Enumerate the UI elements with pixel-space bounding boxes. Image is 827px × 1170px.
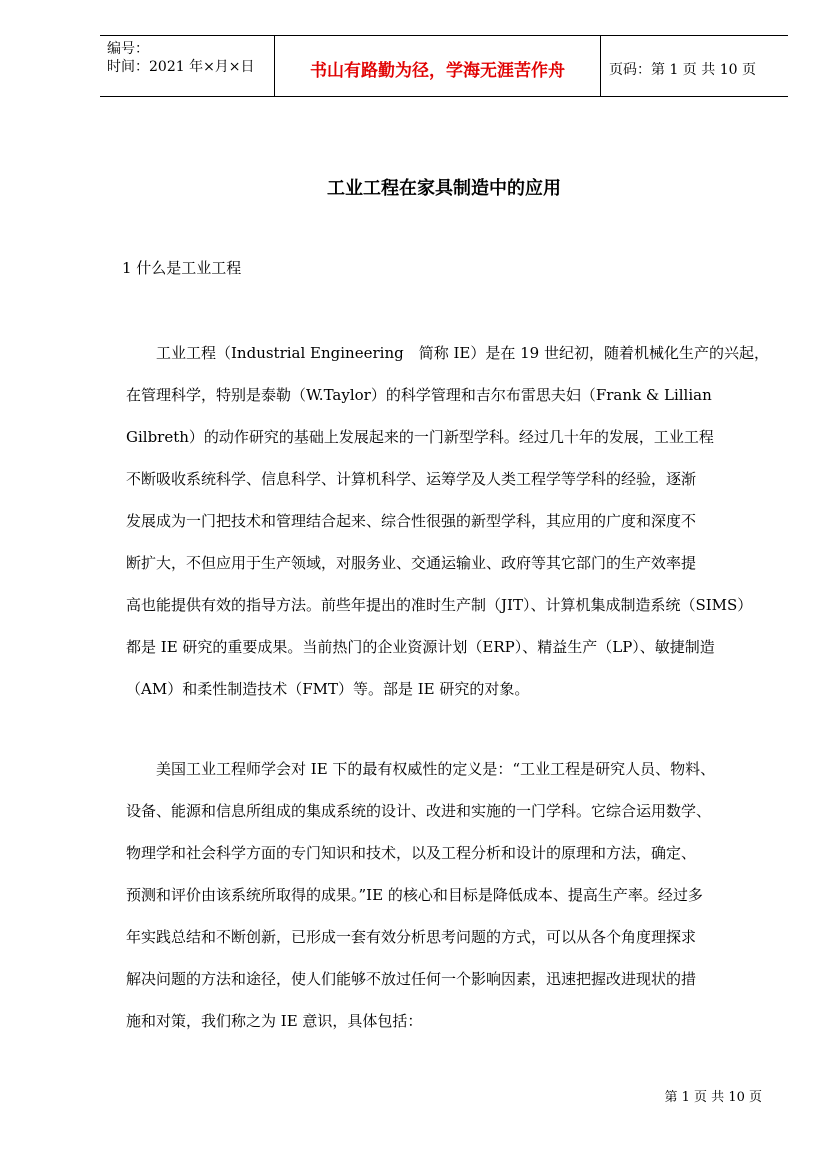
- document-title: 工业工程在家具制造中的应用: [327, 178, 561, 199]
- text-line: 物理学和社会科学方面的专门知识和技术，以及工程分析和设计的原理和方法，确定、: [126, 844, 697, 862]
- header-motto-cell: [275, 36, 601, 96]
- text-line: 设备、能源和信息所组成的集成系统的设计、改进和实施的一门学科。它综合运用数学、: [126, 802, 712, 820]
- section-heading: 1 什么是工业工程: [122, 259, 242, 277]
- text-line: 美国工业工程师学会对 IE 下的最有权威性的定义是：“工业工程是研究人员、物料、: [126, 760, 716, 778]
- page-header: [100, 35, 788, 97]
- text-line: 年实践总结和不断创新，已形成一套有效分析思考问题的方式，可以从各个角度理探求: [126, 928, 697, 946]
- text-line: 施和对策，我们称之为 IE 意识，具体包括：: [126, 1012, 423, 1030]
- header-time-label: 时间：2021 年×月×日: [107, 59, 255, 75]
- text-line: 不断吸收系统科学、信息科学、计算机科学、运筹学及人类工程学等学科的经验，逐渐: [126, 470, 697, 488]
- text-line: 工业工程（Industrial Engineering 简称 IE）是在 19 世纪初，随着机械化生产的兴起，: [126, 344, 769, 362]
- header-number-label: 编号：: [107, 41, 149, 57]
- text-line: 断扩大，不但应用于生产领域，对服务业、交通运输业、政府等其它部门的生产效率提: [126, 554, 697, 572]
- text-line: Gilbreth）的动作研究的基础上发展起来的一门新型学科。经过几十年的发展，工业工程: [126, 428, 714, 446]
- footer-page-info: 第 1 页 共 10 页: [664, 1090, 762, 1105]
- text-line: 高也能提供有效的指导方法。前些年提出的准时生产制（JIT）、计算机集成制造系统（SIMS）: [126, 596, 753, 614]
- header-info-cell: [100, 36, 275, 96]
- text-line: （AM）和柔性制造技术（FMT）等。部是 IE 研究的对象。: [126, 680, 530, 698]
- text-line: 解决问题的方法和途径，使人们能够不放过任何一个影响因素，迅速把握改进现状的措: [126, 970, 697, 988]
- text-line: 都是 IE 研究的重要成果。当前热门的企业资源计划（ERP）、精益生产（LP）、敏捷制造: [126, 638, 715, 656]
- header-page-cell: [601, 36, 788, 96]
- text-line: 发展成为一门把技术和管理结合起来、综合性很强的新型学科，其应用的广度和深度不: [126, 512, 697, 530]
- header-motto: 书山有路勤为径，学海无涯苦作舟: [310, 61, 565, 81]
- text-line: 在管理科学，特别是泰勒（W.Taylor）的科学管理和吉尔布雷思夫妇（Frank & Lillian: [126, 386, 712, 404]
- text-line: 预测和评价由该系统所取得的成果。”IE 的核心和目标是降低成本、提高生产率。经过多: [126, 886, 703, 904]
- header-page-info: 页码：第 1 页 共 10 页: [609, 62, 756, 78]
